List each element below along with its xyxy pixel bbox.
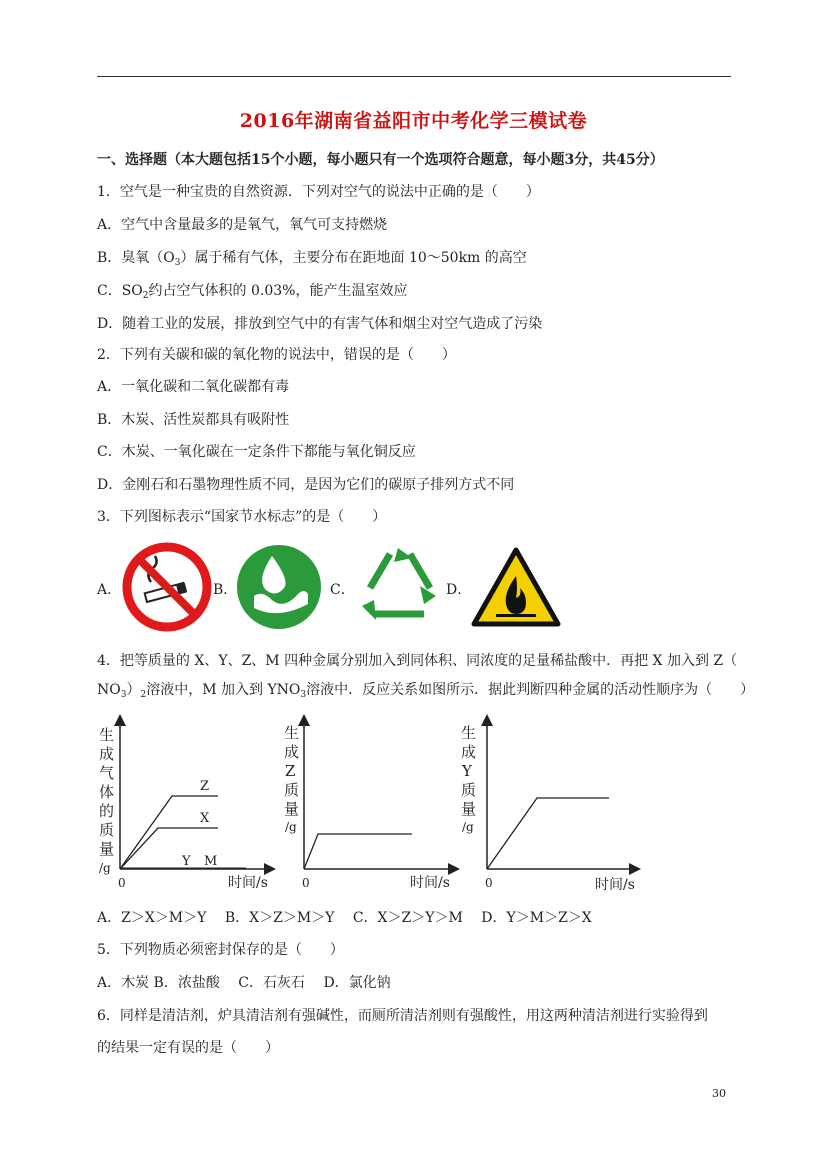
q1-stem: 1．空气是一种宝贵的自然资源．下列对空气的说法中正确的是（ ）: [97, 184, 540, 200]
header-rule: [97, 76, 731, 77]
svg-text:质: 质: [99, 821, 115, 839]
q5-stem: 5．下列物质必须密封保存的是（ ）: [97, 942, 344, 958]
origin-label: 0: [118, 876, 126, 890]
graph-gas-mass: [96, 714, 276, 894]
q5-options: A．木炭 B．浓盐酸 C．石灰石 D．氯化钠: [97, 975, 391, 991]
svg-text:Z: Z: [285, 762, 296, 780]
x-axis-label: 时间/s: [410, 875, 450, 891]
svg-text:生: 生: [99, 726, 115, 744]
series-label-x: X: [200, 811, 210, 826]
y-axis-label: [99, 726, 114, 875]
svg-text:/g: /g: [99, 861, 111, 875]
graph-y-mass: [457, 714, 641, 894]
q2-option-c: C．木炭、一氧化碳在一定条件下都能与氧化铜反应: [97, 444, 416, 460]
page-title: 2016年湖南省益阳市中考化学三模试卷: [239, 110, 588, 132]
y-axis-label: [284, 724, 299, 834]
q3-stem: 3．下列图标表示“国家节水标志”的是（ ）: [97, 509, 387, 525]
origin-label: 0: [485, 876, 493, 890]
q1-option-c: C．$SO_2$约占空气体积的 0.03%，能产生温室效应: [97, 283, 408, 301]
q3-label-c: C．: [330, 582, 355, 598]
x-axis-label: 时间/s: [595, 877, 635, 893]
q1-option-d: D．随着工业的发展，排放到空气中的有害气体和烟尘对空气造成了污染: [97, 316, 543, 332]
q4-stem-line2: $NO_3)_2$溶液中，M 加入到 $YNO_3$溶液中．反应关系如图所示．据此判断四种金属的活动性顺序为（ ）: [97, 682, 755, 700]
svg-text:成: 成: [284, 743, 300, 761]
water-saving-sign: [236, 544, 322, 630]
q2-option-b: B．木炭、活性炭都具有吸附性: [97, 412, 290, 428]
flammable-warning-sign: [470, 546, 562, 628]
svg-text:成: 成: [99, 745, 115, 763]
svg-text:量: 量: [99, 840, 115, 858]
q2-stem: 2．下列有关碳和碳的氧化物的说法中，错误的是（ ）: [97, 347, 456, 363]
q1-option-a: A．空气中含量最多的是氧气，氧气可支持燃烧: [97, 217, 388, 233]
no-smoking-sign: [121, 542, 213, 632]
svg-text:的: 的: [99, 802, 115, 820]
svg-text:质: 质: [461, 781, 477, 799]
q6-stem-line1: 6．同样是清洁剂，炉具清洁剂有强碱性，而厕所清洁剂则有强酸性，用这两种清洁剂进行实验得到: [97, 1008, 708, 1024]
q4-options: A．Z＞X＞M＞Y B．X＞Z＞M＞Y C．X＞Z＞Y＞M D．Y＞M＞Z＞X: [97, 910, 592, 926]
svg-text:Y: Y: [462, 762, 472, 780]
svg-text:量: 量: [284, 800, 300, 818]
q2-option-a: A．一氧化碳和二氧化碳都有毒: [97, 379, 290, 395]
origin-label: 0: [302, 876, 310, 890]
series-label-m: M: [204, 854, 218, 869]
svg-text:/g: /g: [462, 820, 474, 834]
q6-stem-line2: 的结果一定有误的是（ ）: [97, 1040, 279, 1056]
svg-text:气: 气: [99, 764, 115, 782]
q1-option-b: B．臭氧$(O_3)$属于稀有气体，主要分布在距地面 10～50km 的高空: [97, 250, 527, 268]
series-y-mass: [487, 798, 609, 869]
series-z-mass: [304, 834, 412, 869]
series-label-z: Z: [200, 779, 210, 794]
q4-stem-line1: 4．把等质量的 X、Y、Z、M 四种金属分别加入到同体积、同浓度的足量稀盐酸中．再把 X 加入到 Z（: [97, 653, 738, 669]
section-heading: 一、选择题（本大题包括15个小题，每小题只有一个选项符合题意，每小题3分，共45分）: [97, 152, 664, 168]
q2-option-d: D．金刚石和石墨物理性质不同，是因为它们的碳原子排列方式不同: [97, 477, 515, 493]
svg-text:生: 生: [461, 724, 477, 742]
recycling-sign: [354, 544, 444, 630]
graph-z-mass: [280, 714, 460, 894]
series-label-y: Y: [182, 854, 191, 869]
q3-label-d: D．: [446, 582, 472, 598]
svg-text:质: 质: [284, 781, 300, 799]
svg-text:体: 体: [99, 783, 115, 801]
y-axis-label: [461, 724, 476, 834]
svg-text:/g: /g: [285, 820, 297, 834]
svg-text:量: 量: [461, 800, 477, 818]
page-number: 30: [712, 1087, 726, 1100]
x-axis-label: 时间/s: [228, 875, 268, 891]
svg-text:成: 成: [461, 743, 477, 761]
q3-label-b: B．: [213, 582, 238, 598]
q3-label-a: A．: [97, 582, 122, 598]
svg-text:生: 生: [284, 724, 300, 742]
